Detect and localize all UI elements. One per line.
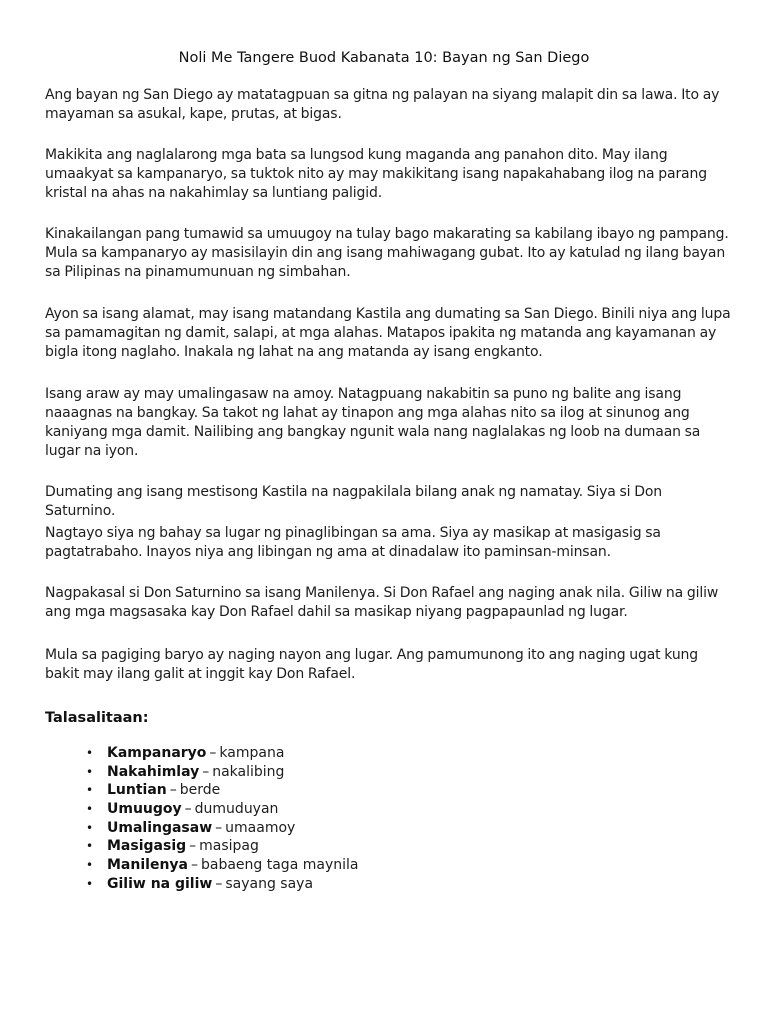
vocabulary-definition: berde xyxy=(179,782,221,799)
separator-dash: – xyxy=(169,782,177,799)
bullet-icon: • xyxy=(86,802,94,817)
vocabulary-term: Manilenya xyxy=(107,857,188,874)
paragraph-4: Ayon sa isang alamat, may isang matandang Kastila ang dumating sa San Diego. Binili niya ang lupa sa pamamagitan ng damit, salapi, at mga alahas. Matapos ipakita ng matanda ang kayamanan ay bigla itong naglaho. Inakala ng lahat na ang matanda ay isang engkanto. xyxy=(45,306,731,360)
bullet-icon: • xyxy=(86,858,94,873)
vocabulary-term: Umalingasaw xyxy=(107,819,213,836)
paragraph-6: Dumating ang isang mestisong Kastila na nagpakilala bilang anak ng namatay. Siya si Don Saturnino. xyxy=(45,484,662,519)
vocabulary-list xyxy=(0,744,358,894)
vocabulary-item xyxy=(0,744,358,763)
vocabulary-definition: kampana xyxy=(219,745,285,761)
vocabulary-definition: nakalibing xyxy=(212,763,285,780)
vocabulary-item xyxy=(0,800,358,819)
vocabulary-definition: sayang saya xyxy=(225,875,314,892)
bullet-icon: • xyxy=(86,820,94,835)
paragraph-9: Mula sa pagiging baryo ay naging nayon ang lugar. Ang pamumunong ito ang naging ugat kung bakit may ilang galit at inggit kay Don Rafael. xyxy=(45,647,698,682)
bullet-icon: • xyxy=(86,783,94,798)
vocabulary-item xyxy=(0,837,358,856)
paragraph-1: Ang bayan ng San Diego ay matatagpuan sa gitna ng palayan na siyang malapit din sa lawa. Ito ay mayaman sa asukal, kape, prutas, at bigas. xyxy=(45,87,720,122)
vocabulary-term: Masigasig xyxy=(107,838,187,855)
vocabulary-item xyxy=(0,819,358,838)
vocabulary-item xyxy=(0,763,358,782)
vocabulary-term: Giliw na giliw xyxy=(107,875,213,892)
vocabulary-definition: babaeng taga maynila xyxy=(200,857,359,874)
vocabulary-term: Kampanaryo xyxy=(107,745,207,761)
paragraph-5: Isang araw ay may umalingasaw na amoy. Natagpuang nakabitin sa puno ng balite ang isang naaagnas na bangkay. Sa takot ng lahat ay tinapon ang mga alahas nito sa ilog at sinunog ang kaniyang mga damit. Nailibing ang bangkay ngunit wala nang naglalakas ng loob na dumaan sa lugar na iyon. xyxy=(45,386,701,459)
vocabulary-term: Nakahimlay xyxy=(107,763,200,780)
separator-dash: – xyxy=(190,857,198,874)
bullet-icon: • xyxy=(86,746,94,760)
document-title: Noli Me Tangere Buod Kabanata 10: Bayan ng San Diego xyxy=(178,50,590,66)
paragraph-3: Kinakailangan pang tumawid sa umuugoy na tulay bago makarating sa kabilang ibayo ng pampang. Mula sa kampanaryo ay masisilayin din ang isang mahiwagang gubat. Ito ay katulad ng ilang bayan sa Pilipinas na pinamumunuan ng simbahan. xyxy=(45,226,729,280)
bullet-icon: • xyxy=(86,839,94,854)
vocabulary-definition: dumuduyan xyxy=(194,801,279,818)
separator-dash: – xyxy=(215,875,223,892)
paragraph-8: Nagpakasal si Don Saturnino sa isang Manilenya. Si Don Rafael ang naging anak nila. Giliw na giliw ang mga magsasaka kay Don Rafael dahil sa masikap niyang pagpapaunlad ng lugar. xyxy=(45,585,719,620)
vocabulary-definition: umaamoy xyxy=(225,819,296,836)
vocabulary-term: Luntian xyxy=(107,782,167,799)
separator-dash: – xyxy=(189,838,197,855)
paragraph-7: Nagtayo siya ng bahay sa lugar ng pinaglibingan sa ama. Siya ay masikap at masigasig sa pagtatrabaho. Inayos niya ang libingan ng ama at dinadalaw ito paminsan-minsan. xyxy=(45,525,661,560)
paragraph-2: Makikita ang naglalarong mga bata sa lungsod kung maganda ang panahon dito. May ilang umaakyat sa kampanaryo, sa tuktok nito ay may makikitang isang napakahabang ilog na parang kristal na ahas na nakahimlay sa luntiang paligid. xyxy=(45,147,707,201)
bullet-icon: • xyxy=(86,876,94,891)
vocabulary-item xyxy=(0,856,358,875)
vocabulary-item xyxy=(0,875,358,894)
separator-dash: – xyxy=(202,763,210,780)
separator-dash: – xyxy=(184,801,192,818)
vocabulary-definition: masipag xyxy=(199,838,259,855)
separator-dash: – xyxy=(209,745,217,761)
vocabulary-term: Umuugoy xyxy=(107,801,182,818)
vocabulary-heading: Talasalitaan: xyxy=(45,710,149,726)
separator-dash: – xyxy=(215,819,223,836)
vocabulary-item xyxy=(0,781,358,800)
bullet-icon: • xyxy=(86,764,94,779)
